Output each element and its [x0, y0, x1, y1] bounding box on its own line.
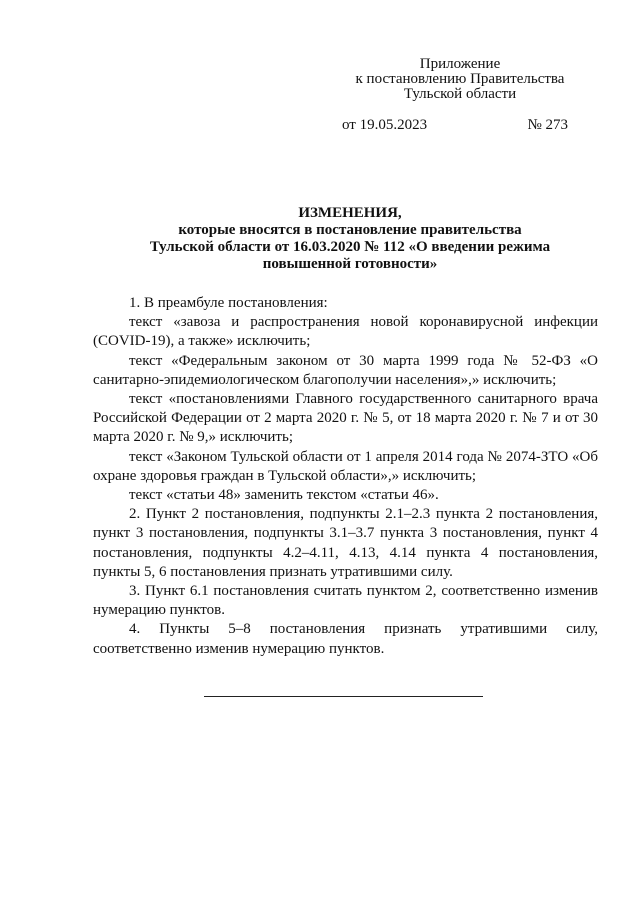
document-title — [80, 205, 620, 273]
paragraph: 4. Пункты 5–8 постановления признать утратившими силу, соответственно изменив нумерацию пунктов. — [93, 621, 598, 657]
paragraph: 3. Пункт 6.1 постановления считать пунктом 2, соответственно изменив нумерацию пунктов. — [93, 583, 598, 619]
title-line: которые вносятся в постановление правительства — [178, 222, 522, 238]
paragraph: текст «Законом Тульской области от 1 апреля 2014 года № 2074-ЗТО «Об охране здоровья граждан в Тульской области»,» исключить; — [93, 448, 598, 484]
end-divider-line — [204, 696, 483, 697]
document-body — [93, 294, 598, 659]
paragraph: текст «завоза и распространения новой коронавирусной инфекции (COVID-19), а также» исключить; — [93, 314, 598, 350]
paragraph: 1. В преамбуле постановления: — [129, 295, 328, 311]
appendix-line: к постановлению Правительства — [355, 71, 565, 87]
document-date: от 19.05.2023 — [342, 117, 428, 133]
document-number: № 273 — [527, 117, 568, 133]
title-line: Тульской области от 16.03.2020 № 112 «О введении режима — [149, 239, 551, 255]
appendix-line: Приложение — [419, 56, 501, 72]
paragraph: 2. Пункт 2 постановления, подпункты 2.1–2.3 пункта 2 постановления, пункт 3 постановления, подпункты 3.1–3.7 пункта 3 постановления, пункт 4 постановления, подпункты 4.2–4.11, 4.13, 4.14 пункта 4 постановления, пункты 5, 6 постановления признать утратившими силу. — [93, 506, 598, 580]
appendix-line: Тульской области — [403, 86, 517, 102]
appendix-block — [340, 57, 580, 102]
title-line: ИЗМЕНЕНИЯ, — [298, 205, 402, 221]
title-line: повышенной готовности» — [262, 256, 438, 272]
paragraph: текст «постановлениями Главного государственного санитарного врача Российской Федерации от 2 марта 2020 г. № 5, от 18 марта 2020 г. № 7 и от 30 марта 2020 г. № 9,» исключить; — [93, 391, 598, 446]
paragraph: текст «статьи 48» заменить текстом «статьи 46». — [129, 487, 439, 504]
paragraph: текст «Федеральным законом от 30 марта 1999 года № 52-ФЗ «О санитарно-эпидемиологическом благополучии населения»,» исключить; — [93, 352, 598, 388]
